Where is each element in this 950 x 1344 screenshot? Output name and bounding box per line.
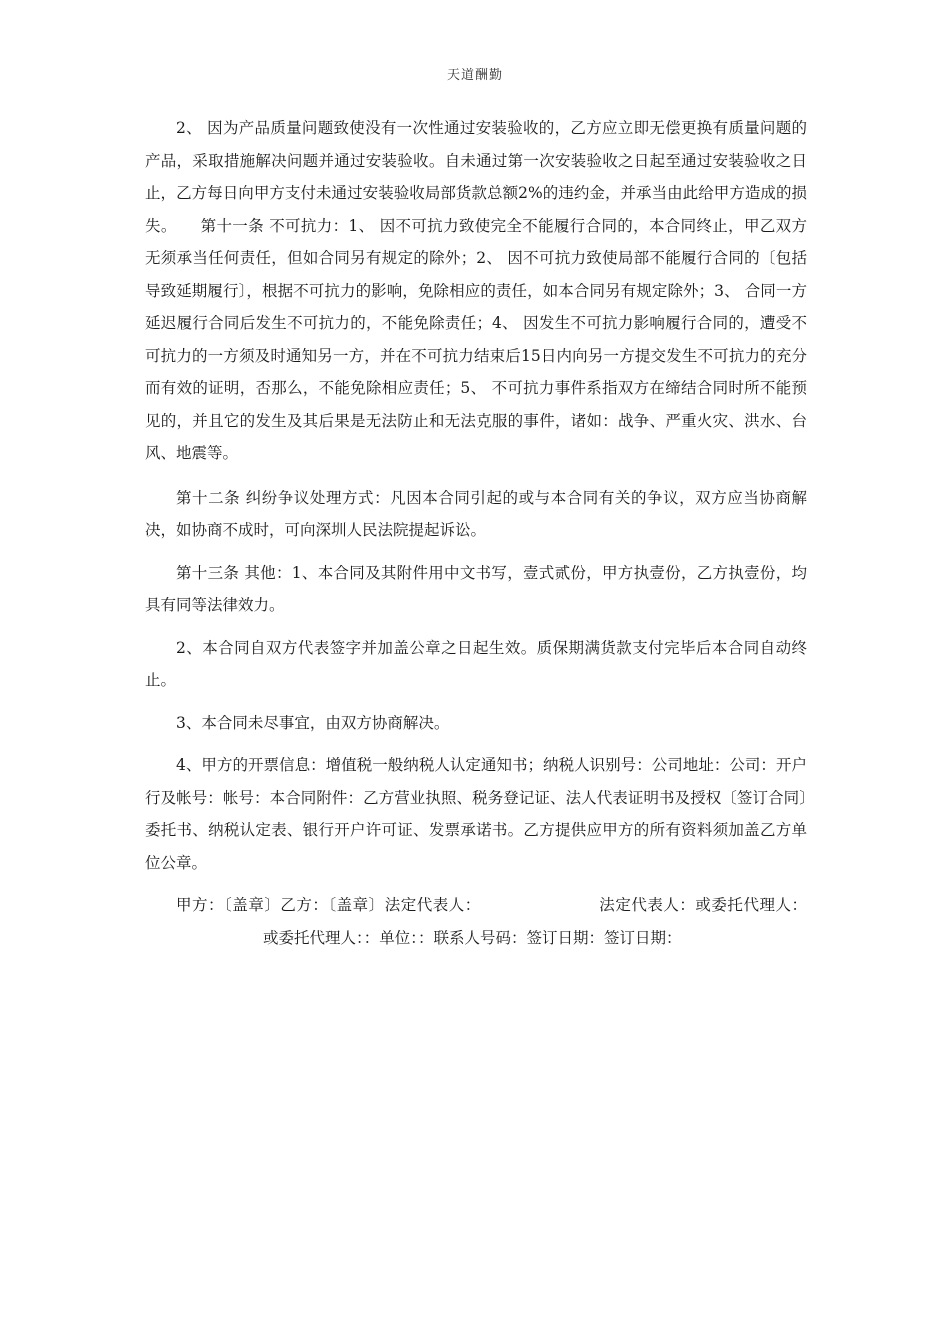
paragraph-article-13-3: 3、本合同未尽事宜，由双方协商解决。 (176, 713, 450, 732)
signature-block (145, 889, 807, 954)
paragraph-article-10-11: 2、 因为产品质量问题致使没有一次性通过安装验收的，乙方应立即无偿更换有质量问题的产品，采取措施解决问题并通过安装验收。自未通过第一次安装验收之日起至通过安装验收之日止，乙方每日向甲方支付未通过安装验收局部货款总额2%的违约金，并承当由此给甲方造成的损失。 第十一条 不可抗力：1、 因不可抗力致使完全不能履行合同的，本合同终止，甲乙双方无须承当任何责任，但如合同另有规定的除外；2、 因不可抗力致使局部不能履行合同的〔包括导致延期履行〕，根据不可抗力的影响，免除相应的责任，如本合同另有规定除外；3、 合同一方延迟履行合同后发生不可抗力的，不能免除责任；4、 因发生不可抗力影响履行合同的，遭受不可抗力的一方须及时通知另一方，并在不可抗力结束后15日内向另一方提交发生不可抗力的充分而有效的证明，否那么，不能免除相应责任；5、 不可抗力事件系指双方在缔结合同时所不能预见的，并且它的发生及其后果是无法防止和无法克服的事件，诸如：战争、严重火灾、洪水、台风、地震等。 (145, 119, 807, 462)
paragraph-article-13-4: 4、甲方的开票信息：增值税一般纳税人认定通知书；纳税人识别号：公司地址：公司：开户行及帐号：帐号：本合同附件：乙方营业执照、税务登记证、法人代表证明书及授权〔签订合同〕委托书、纳税认定表、银行开户许可证、发票承诺书。乙方提供应甲方的所有资料须加盖乙方单位公章。 (145, 756, 807, 872)
page-header: 天道酬勤 (446, 68, 503, 83)
paragraph-article-13-2: 2、本合同自双方代表签字并加盖公章之日起生效。质保期满货款支付完毕后本合同自动终止。 (145, 638, 807, 689)
signature-party-labels: 甲方：〔盖章〕乙方：〔盖章〕法定代表人： (176, 896, 481, 914)
document-body (145, 112, 807, 964)
signature-contact-date: 或委托代理人：：单位：：联系人号码：签订日期：签订日期： (263, 928, 682, 947)
paragraph-article-12: 第十二条 纠纷争议处理方式：凡因本合同引起的或与本合同有关的争议，双方应当协商解决，如协商不成时，可向深圳人民法院提起诉讼。 (145, 488, 807, 539)
paragraph-article-13-1: 第十三条 其他：1、本合同及其附件用中文书写，壹式贰份，甲方执壹份，乙方执壹份，均具有同等法律效力。 (145, 563, 807, 614)
signature-representative: 法定代表人：或委托代理人： (598, 896, 807, 914)
